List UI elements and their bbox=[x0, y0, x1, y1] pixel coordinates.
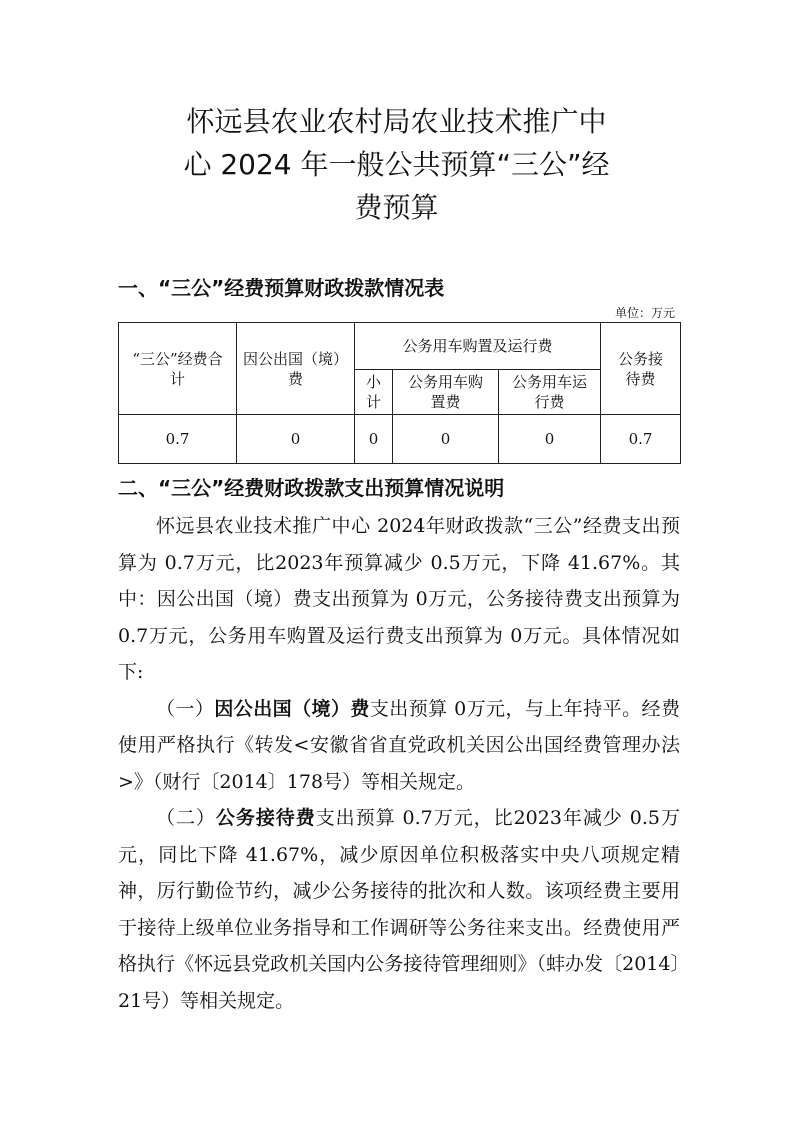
title-line-1: 怀远县农业农村局农业技术推广中 bbox=[186, 105, 607, 138]
paragraph-reception bbox=[118, 800, 680, 1019]
paragraph-abroad-bold: 因公出国（境）费 bbox=[214, 697, 370, 720]
header-vehicle-purchase: 公务用车购置费 bbox=[393, 370, 499, 415]
explanation-body bbox=[118, 508, 680, 1019]
cell-total: 0.7 bbox=[119, 415, 237, 464]
paragraph-abroad-prefix: （一） bbox=[156, 697, 215, 720]
header-reception: 公务接待费 bbox=[601, 323, 681, 415]
paragraph-abroad-text: 支出预算 0万元，与上年持平。经费使用严格执行《转发<安徽省省直党政机关因公出国经费管理办法>》（财行〔2014〕178号）等相关规定。 bbox=[118, 697, 680, 793]
header-vehicle-group: 公务用车购置及运行费 bbox=[355, 323, 601, 370]
cell-vehicle-purchase: 0 bbox=[393, 415, 499, 464]
cell-abroad: 0 bbox=[237, 415, 355, 464]
section-1-heading: 一、“三公”经费预算财政拨款情况表 bbox=[118, 276, 445, 300]
header-subtotal: 小计 bbox=[355, 370, 393, 415]
cell-subtotal: 0 bbox=[355, 415, 393, 464]
paragraph-abroad bbox=[118, 691, 680, 801]
header-abroad: 因公出国（境）费 bbox=[237, 323, 355, 415]
title-line-2: 心 2024 年一般公共预算“三公”经 bbox=[183, 148, 610, 181]
paragraph-reception-prefix: （二） bbox=[156, 807, 216, 829]
document-title bbox=[0, 100, 793, 229]
cell-vehicle-operation: 0 bbox=[499, 415, 601, 464]
paragraph-reception-text: 支出预算 0.7万元，比2023年减少 0.5万元，同比下降 41.67%，减少原因单位积极落实中央八项规定精神，厉行勤俭节约，减少公务接待的批次和人数。该项经费主要用于接待上级单位业务指导和工作调研等公务往来支出。经费使用严格执行《怀远县党政机关国内公务接待管理细则》（蚌办发〔2014〕21号）等相关规定。 bbox=[118, 807, 680, 1012]
header-total: “三公”经费合计 bbox=[119, 323, 237, 415]
paragraph-reception-bold: 公务接待费 bbox=[215, 807, 316, 829]
paragraph-summary: 怀远县农业技术推广中心 2024年财政拨款“三公”经费支出预算为 0.7万元，比2023年预算减少 0.5万元，下降 41.67%。其中：因公出国（境）费支出预算为 0万元，公务接待费支出预算为 0.7万元，公务用车购置及运行费支出预算为 0万元。具体情况如下: bbox=[118, 515, 680, 683]
three-public-budget-table bbox=[118, 322, 681, 464]
header-vehicle-operation: 公务用车运行费 bbox=[499, 370, 601, 415]
unit-label: 单位：万元 bbox=[614, 306, 675, 320]
title-line-3: 费预算 bbox=[354, 191, 439, 224]
section-2-heading: 二、“三公”经费财政拨款支出预算情况说明 bbox=[118, 476, 505, 500]
table-row bbox=[119, 415, 681, 464]
cell-reception: 0.7 bbox=[601, 415, 681, 464]
